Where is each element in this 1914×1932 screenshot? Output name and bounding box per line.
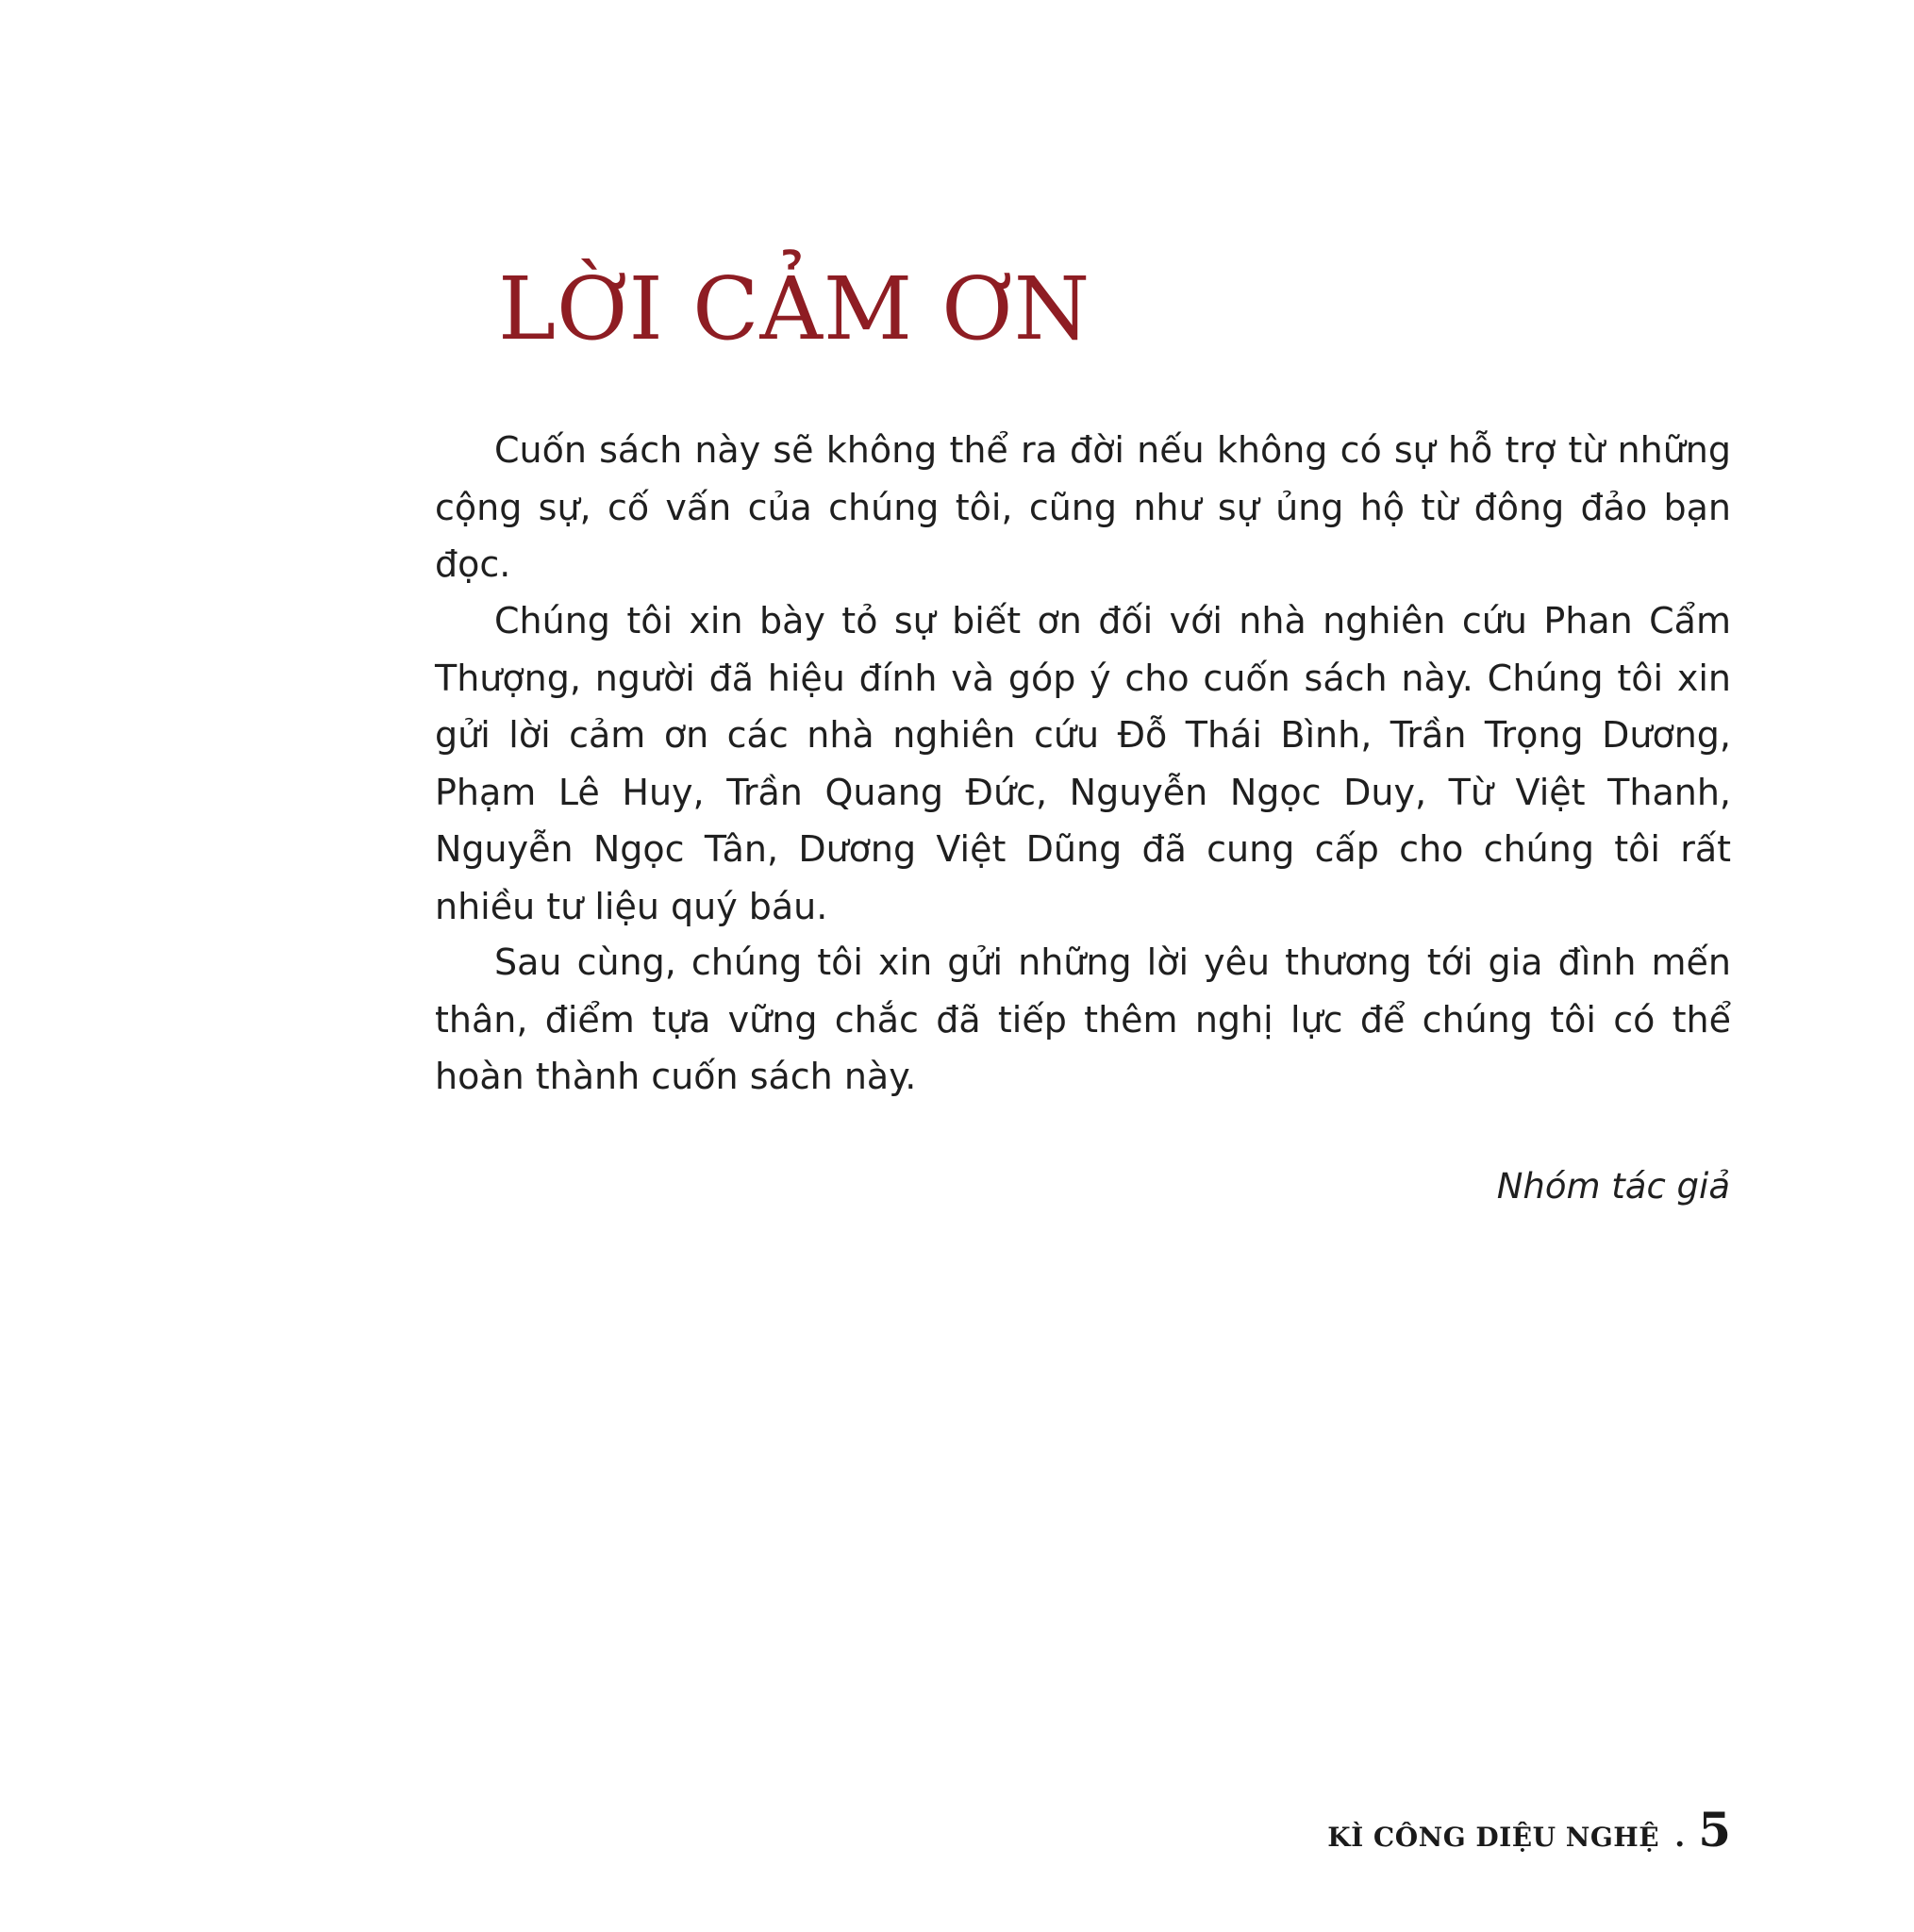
paragraph-1: Cuốn sách này sẽ không thể ra đời nếu không có sự hỗ trợ từ những cộng sự, cố vấn của chúng tôi, cũng như sự ủng hộ từ đông đảo bạn đọc. xyxy=(435,429,1731,585)
page-title: LỜI CẢM ƠN xyxy=(498,258,1091,359)
footer-book-title: KÌ CÔNG DIỆU NGHỆ xyxy=(1327,1822,1660,1853)
page-footer xyxy=(1327,1802,1731,1857)
paragraph-2: Chúng tôi xin bày tỏ sự biết ơn đối với nhà nghiên cứu Phan Cẩm Thượng, người đã hiệu đính và góp ý cho cuốn sách này. Chúng tôi xin gửi lời cảm ơn các nhà nghiên cứu Đỗ Thái Bình, Trần Trọng Dương, Phạm Lê Huy, Trần Quang Đức, Nguyễn Ngọc Duy, Từ Việt Thanh, Nguyễn Ngọc Tân, Dương Việt Dũng đã cung cấp cho chúng tôi rất nhiều tư liệu quý báu. xyxy=(435,600,1731,927)
paragraph-3: Sau cùng, chúng tôi xin gửi những lời yêu thương tới gia đình mến thân, điểm tựa vững chắc đã tiếp thêm nghị lực để chúng tôi có thể hoàn thành cuốn sách này. xyxy=(435,941,1731,1097)
footer-separator: . xyxy=(1674,1818,1686,1854)
page-number: 5 xyxy=(1698,1802,1731,1857)
author-signature: Nhóm tác giả xyxy=(1496,1166,1730,1207)
